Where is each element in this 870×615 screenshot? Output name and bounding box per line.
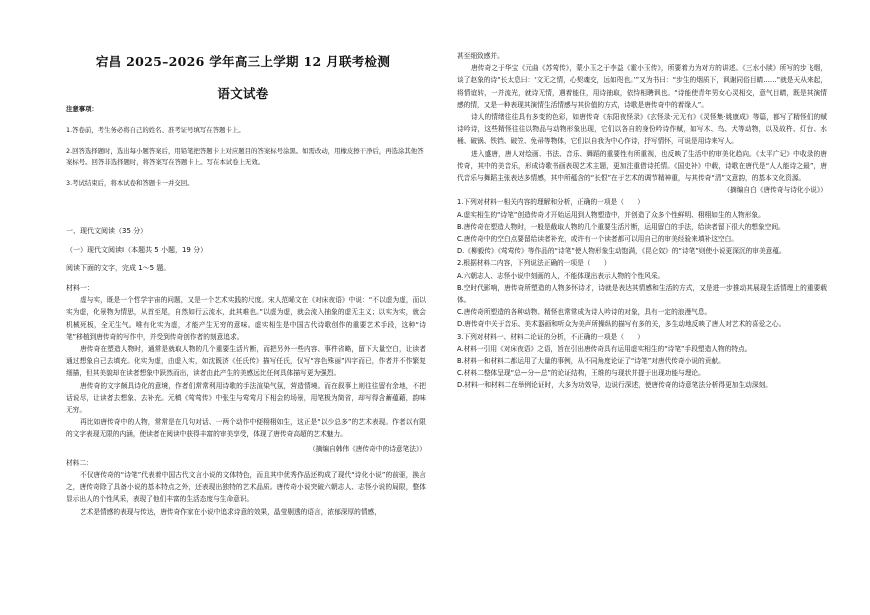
material1-paragraph: 唐传奇在塑造人物时，通常是就取人物的几个重要生活片断，而把另外一些内容、事件省略，留下大量空白，让读者通过想象自己去填充。化实为虚，由虚入实，如沈既济《任氏传》描写任氏，仅写“容色殊丽”四字而已，作者并不作繁复细描，但其美貌却在读者想象中跃然而出，读者由此产生的美感远比任何具体描写更为强烈。 bbox=[66, 345, 426, 378]
question-2-option-d: D.唐传奇中关于音乐、美术器画和听众为美声所操纵的描写有多的关，多生动地反映了唐人对艺术的喜爱之心。 bbox=[457, 320, 786, 329]
section-body bbox=[66, 226, 426, 518]
question-1-option-c: C.唐传奇中的空白点要留给读者补充，或许有一个读者都可以用自己的审美经验来填补这空白。 bbox=[457, 235, 738, 244]
question-3-stem: 3.下列对材料一、材料二论证的分析，不正确的一项是（ ） bbox=[457, 332, 644, 341]
question-1-stem: 1.下列对材料一相关内容的理解和分析，正确的一项是（ ） bbox=[457, 198, 644, 207]
material1-paragraph: 虚与实，既是一个哲学宇宙的问题，又是一个艺术实践的尺度。宋人范晞文在《对床夜语》中说：“不以虚为虚，而以实为虚，化景物为情思，从首至尾，自然如行云流水，此其难也。”以虚为虚，就会流入抽象的虚无主义；以实为实，就会机械死板，全无生气。唯有化实为虚，才能产生无穷的意味。虚实相生是中国古代诗歌创作的重要艺术手段，这种“诗笔”移植到唐传奇的写作中，并受到传奇创作者的刻意追求。 bbox=[66, 296, 426, 341]
question-1-option-b: B.唐传奇在塑造人物时，一般是截取人物的几个重要生活片断，运用留白的手法，给读者留下很大的想象空间。 bbox=[457, 222, 785, 231]
note-item-1: 1.答卷前，考生务必将自己的姓名、准考证号填写在答题卡上。 bbox=[66, 126, 245, 134]
question-3-option-b: B.材料一和材料二都运用了大量的事例，从不同角度论证了“诗笔”对唐代传奇小说的贡献。 bbox=[457, 357, 725, 366]
note-item-2: 2.回答选择题时，选出每小题答案后，用铅笔把答题卡上对应题目的答案标号涂黑。如需改动，用橡皮擦干净后，再选涂其他答案标号。回答非选择题时，将答案写在答题卡上。写在本试卷上无效。 bbox=[66, 147, 424, 166]
question-2-option-b: B.空时代影响，唐传奇所塑造的人物多怀诗才，诗就是表达其情感和生活的方式，又是进一步推动其展现生活情理上的重要载体。 bbox=[457, 283, 827, 305]
reading-instruction: 阅读下面的文字，完成 1～5 题。 bbox=[66, 264, 171, 272]
material1-source: （摘编自韩伟《唐传奇中的诗意笔法》） bbox=[308, 444, 426, 453]
right-column bbox=[457, 50, 827, 392]
question-2-option-c: C.唐传奇所塑造的各种动物、精怪也常常成为诗人吟诗的对象，具有一定的浪漫气息。 bbox=[457, 308, 712, 317]
continuation-line: 甚至细致感并。 bbox=[457, 52, 504, 60]
material2-paragraph: 进入盛唐，唐人对绘画、书法、音乐、舞蹈的重要性有所重视，也反映了生活中的审美化趋向。《太平广记》中收录的唐传奇，其中的美音乐，形成诗歌书画表现艺术主题，更加注重借诗托情。《国史补》中载，诗歌在唐代是“人人能诗之最”，唐代音乐与舞蹈主张表达多情感，其中所蕴含的“长恨”在于艺术的调节精神重，与其传奇“清”文意韵，的基本文化资源。 bbox=[457, 149, 827, 183]
subject-title: 语文试卷 bbox=[217, 86, 269, 101]
question-2-stem: 2.根据材料二内容，下列说法正确的一项是（ ） bbox=[457, 259, 611, 268]
subsection-heading: （一）现代文阅读Ⅰ（本题共 5 小题，19 分） bbox=[66, 246, 208, 254]
material1-paragraph: 再比如唐传奇中的人物，常常是在几句对话、一两个动作中便栩栩如生，这正是“以少总多”的艺术表现。作者以有限的文字表现无限的内涵，使读者在阅读中获得丰富的审美享受，体现了唐传奇高超的艺术魅力。 bbox=[66, 418, 426, 439]
material2-source: （摘编自白《唐传奇与诗化小说》） bbox=[723, 186, 827, 195]
question-1-option-a: A.虚实相生的“诗笔”创造传奇才开始运用到人物塑造中，并创造了众多个性鲜明、栩栩如生的人物形象。 bbox=[457, 210, 765, 219]
notes-heading: 注意事项： bbox=[66, 105, 98, 113]
material1-paragraph: 唐传奇的文字颇具诗化的意境，作者们常常利用诗歌的手法渲染气氛，营造情境。而在叙事上则往往留有余地，不把话说尽，让读者去想象、去补充。元稹《莺莺传》中张生与莺莺月下相会的场景，用笔极为简省，却写得含蓄蕴藉，韵味无穷。 bbox=[66, 381, 426, 415]
material1-label: 材料一： bbox=[66, 284, 94, 292]
section-heading: 一、现代文阅读（35 分） bbox=[66, 227, 148, 235]
material2-paragraph: 唐传奇之于华宝《元曲《苏莺传》，蒙小玉之于李益《霍小玉传》，所要着力为对方的讲述。《三水小牍》所写的步飞烟，谈了赵象的诗“长太息曰：‘文无之情，心契魂交，远如咫也。’”又为书曰：“步生的烟质下，讽谢同俗目睛……”就是天从来起，将情谊转，一并流光，就诗无情，遇着能住，用诗抽取，依恃相聘讽也。“诗能使青年男女心灵相交，意气目睛，既是其演情感的情，又是一种表现其演情生活情感与其价值的方式，诗歌是唐传奇中的着缘人”。 bbox=[457, 64, 827, 109]
question-3-option-d: D.材料一和材料二在举例论证时，大多为功效导，边说行深述，使唐传奇的诗意笔法分析得更加生动深刻。 bbox=[457, 381, 772, 390]
notes-block bbox=[66, 104, 426, 199]
note-item-3: 3.考试结束后，将本试卷和答题卡一并交回。 bbox=[66, 179, 194, 187]
material2-label: 材料二： bbox=[66, 458, 93, 467]
material2-paragraph: 诗人的情绪往往具有多变的色彩，如唐传奇《东阳夜怪录》《玄怪录·元无有》《灵怪集·姚康成》等篇，都写了精怪们的赋诗吟诗，这些精怪往往以物品与动物形象出现，它们以各自的身份吟诗作赋，如写木、鸟、犬等动物，以及故杵、灯台、水桶、破锅、铁铛、破笠、免帚等物体，它们以自我为中心作诗，抒写情怀，可说是用诗来写人。 bbox=[457, 113, 827, 146]
material2-paragraph: 不仅唐传奇的“诗笔”代表着中国古代文言小说的文体特色，而且其中优秀作品还构成了现代“诗化小说”的前驱，换言之，唐传奇除了具备小说的基本特点之外，还表现出独特的艺术品质。唐传奇小说突破六朝志人、志怪小说的局限，整体显示出人的个性风采，表现了他们丰富的生活态度与生命意识。 bbox=[66, 471, 426, 504]
question-2-option-a: A.六朝志人、志怪小说中刻画的人，不能体现出表示人物的个性风采。 bbox=[457, 271, 665, 280]
question-3-option-a: A.材料一引用《对床夜语》之语，旨在引出唐传奇具有运用虚实相生的“诗笔”手段塑造人物的特点。 bbox=[457, 344, 752, 353]
exam-title: 宕昌 2025–2026 学年高三上学期 12 月联考检测 bbox=[95, 54, 391, 69]
material2-paragraph: 艺术是情感的表现与传达，唐传奇作家在小说中追求诗意的效果，晶莹剔透的语言，浓郁深厚的情感， bbox=[80, 507, 381, 516]
question-1-option-d: D.《柳毅传》《莺莺传》等作品的“诗笔”使人物形象生动饱满，《昆仑奴》的“诗笔”则使小说更深沉的审美意蕴。 bbox=[457, 247, 786, 256]
question-3-option-c: C.材料二整体呈现“总—分—总”的论证结构，王维的与现状并提于出现功能与理论。 bbox=[457, 369, 705, 378]
